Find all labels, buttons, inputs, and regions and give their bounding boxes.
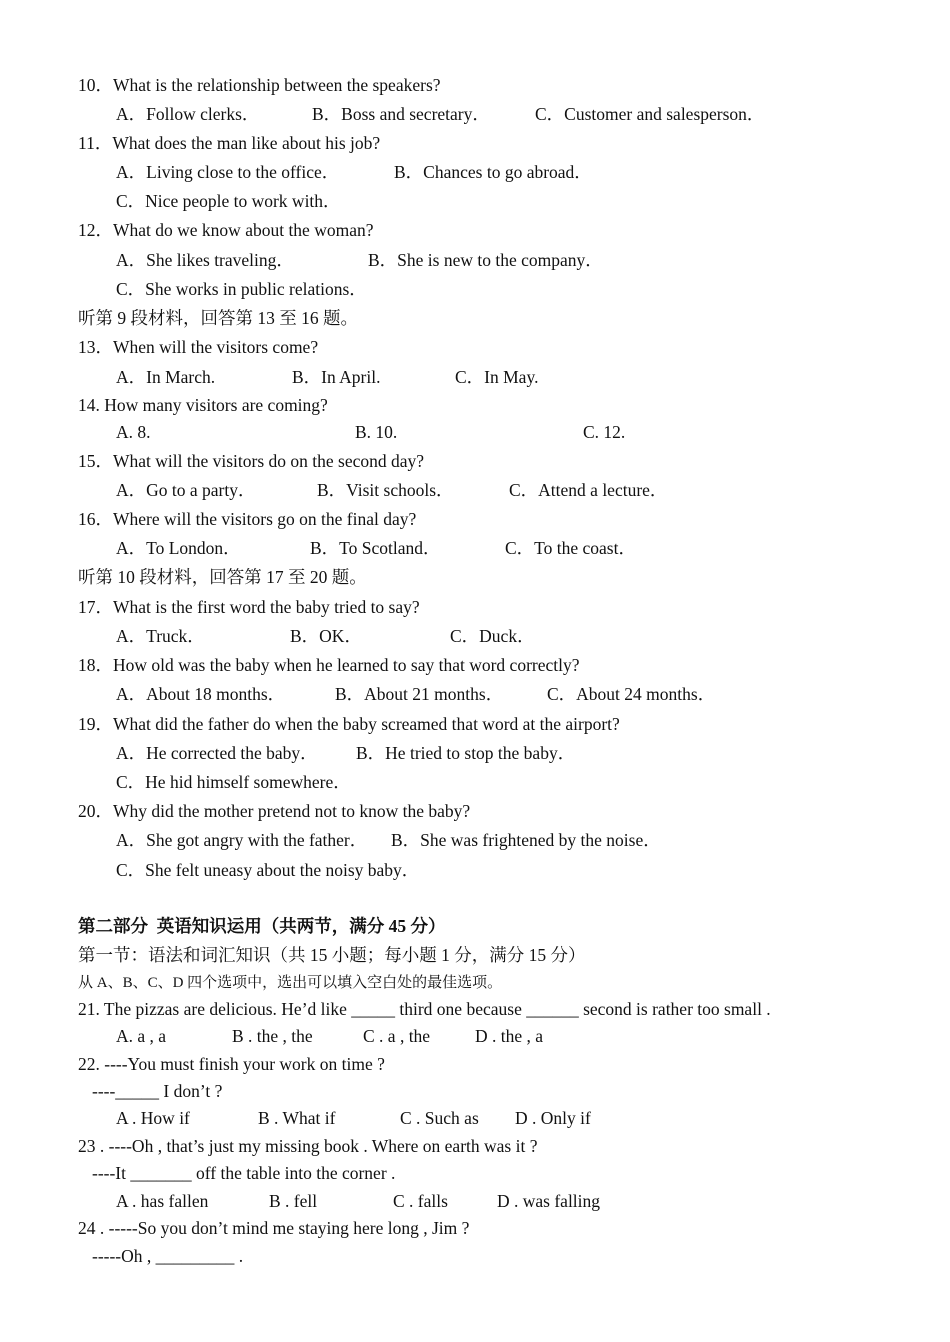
- reply-23: ----It _______ off the table into the corner .: [92, 1163, 396, 1183]
- option-21c: C . a , the: [363, 1026, 431, 1046]
- option-10b: B．Boss and secretary．: [312, 104, 490, 124]
- option-23d: D . was falling: [497, 1191, 601, 1211]
- option-12a: A．She likes traveling．: [116, 250, 294, 270]
- reply-24: -----Oh , _________ .: [92, 1246, 244, 1266]
- option-21b: B . the , the: [232, 1026, 313, 1046]
- option-23c: C . falls: [393, 1191, 448, 1211]
- option-10a: A．Follow clerks．: [116, 104, 260, 124]
- option-11c: C．Nice people to work with．: [116, 191, 341, 211]
- section-9-heading: 听第 9 段材料，回答第 13 至 16 题。: [78, 308, 358, 328]
- option-22c: C . Such as: [400, 1108, 479, 1128]
- option-14a: A. 8.: [116, 422, 151, 442]
- reply-22: ----_____ I don’t ?: [92, 1081, 223, 1101]
- question-16: 16．Where will the visitors go on the final day?: [78, 509, 417, 529]
- question-19: 19．What did the father do when the baby screamed that word at the airport?: [78, 714, 620, 734]
- question-15: 15．What will the visitors do on the second day?: [78, 451, 425, 471]
- option-15a: A．Go to a party．: [116, 480, 256, 500]
- question-21: 21. The pizzas are delicious. He’d like _____ third one because ______ second is rather too small .: [78, 999, 771, 1019]
- question-14: 14. How many visitors are coming?: [78, 395, 328, 415]
- question-11: 11．What does the man like about his job?: [78, 133, 381, 153]
- option-12c: C．She works in public relations．: [116, 279, 367, 299]
- option-11b: B．Chances to go abroad．: [394, 162, 592, 182]
- option-13a: A．In March.: [116, 367, 216, 387]
- option-14b: B. 10.: [355, 422, 398, 442]
- option-10c: C．Customer and salesperson．: [535, 104, 765, 124]
- option-17c: C．Duck．: [450, 626, 535, 646]
- option-15c: C．Attend a lecture．: [509, 480, 668, 500]
- option-23a: A . has fallen: [116, 1191, 209, 1211]
- option-21a: A. a , a: [116, 1026, 167, 1046]
- question-13: 13．When will the visitors come?: [78, 337, 319, 357]
- question-18: 18．How old was the baby when he learned to say that word correctly?: [78, 655, 580, 675]
- question-23: 23 . ----Oh , that’s just my missing book . Where on earth was it ?: [78, 1136, 538, 1156]
- option-13b: B．In April.: [292, 367, 381, 387]
- option-11a: A．Living close to the office．: [116, 162, 340, 182]
- question-20: 20．Why did the mother pretend not to know the baby?: [78, 801, 471, 821]
- question-22: 22. ----You must finish your work on time ?: [78, 1054, 385, 1074]
- option-19a: A．He corrected the baby．: [116, 743, 318, 763]
- section-10-heading: 听第 10 段材料，回答第 17 至 20 题。: [78, 567, 367, 587]
- option-16c: C．To the coast．: [505, 538, 636, 558]
- option-19b: B．He tried to stop the baby．: [356, 743, 576, 763]
- option-13c: C．In May.: [455, 367, 539, 387]
- option-16a: A．To London．: [116, 538, 241, 558]
- question-10: 10．What is the relationship between the speakers?: [78, 75, 441, 95]
- option-17a: A．Truck．: [116, 626, 205, 646]
- option-21d: D . the , a: [475, 1026, 544, 1046]
- option-15b: B．Visit schools．: [317, 480, 454, 500]
- option-22a: A . How if: [116, 1108, 190, 1128]
- option-22b: B . What if: [258, 1108, 336, 1128]
- part-2-title: 第二部分 英语知识运用（共两节，满分 45 分）: [78, 916, 446, 936]
- option-12b: B．She is new to the company．: [368, 250, 603, 270]
- option-14c: C. 12.: [583, 422, 626, 442]
- option-19c: C．He hid himself somewhere．: [116, 772, 351, 792]
- option-20b: B．She was frightened by the noise．: [391, 830, 661, 850]
- question-17: 17．What is the first word the baby tried to say?: [78, 597, 420, 617]
- question-12: 12．What do we know about the woman?: [78, 220, 374, 240]
- option-23b: B . fell: [269, 1191, 318, 1211]
- option-18a: A．About 18 months．: [116, 684, 286, 704]
- option-20a: A．She got angry with the father．: [116, 830, 368, 850]
- part-2-instruction: 从 A、B、C、D 四个选项中，选出可以填入空白处的最佳选项。: [78, 975, 503, 991]
- option-22d: D . Only if: [515, 1108, 591, 1128]
- option-18c: C．About 24 months．: [547, 684, 716, 704]
- question-24: 24 . -----So you don’t mind me staying here long , Jim ?: [78, 1218, 470, 1238]
- option-20c: C．She felt uneasy about the noisy baby．: [116, 860, 420, 880]
- option-17b: B．OK．: [290, 626, 362, 646]
- part-2-section-1: 第一节：语法和词汇知识（共 15 小题；每小题 1 分，满分 15 分）: [78, 945, 586, 965]
- option-18b: B．About 21 months．: [335, 684, 504, 704]
- option-16b: B．To Scotland．: [310, 538, 441, 558]
